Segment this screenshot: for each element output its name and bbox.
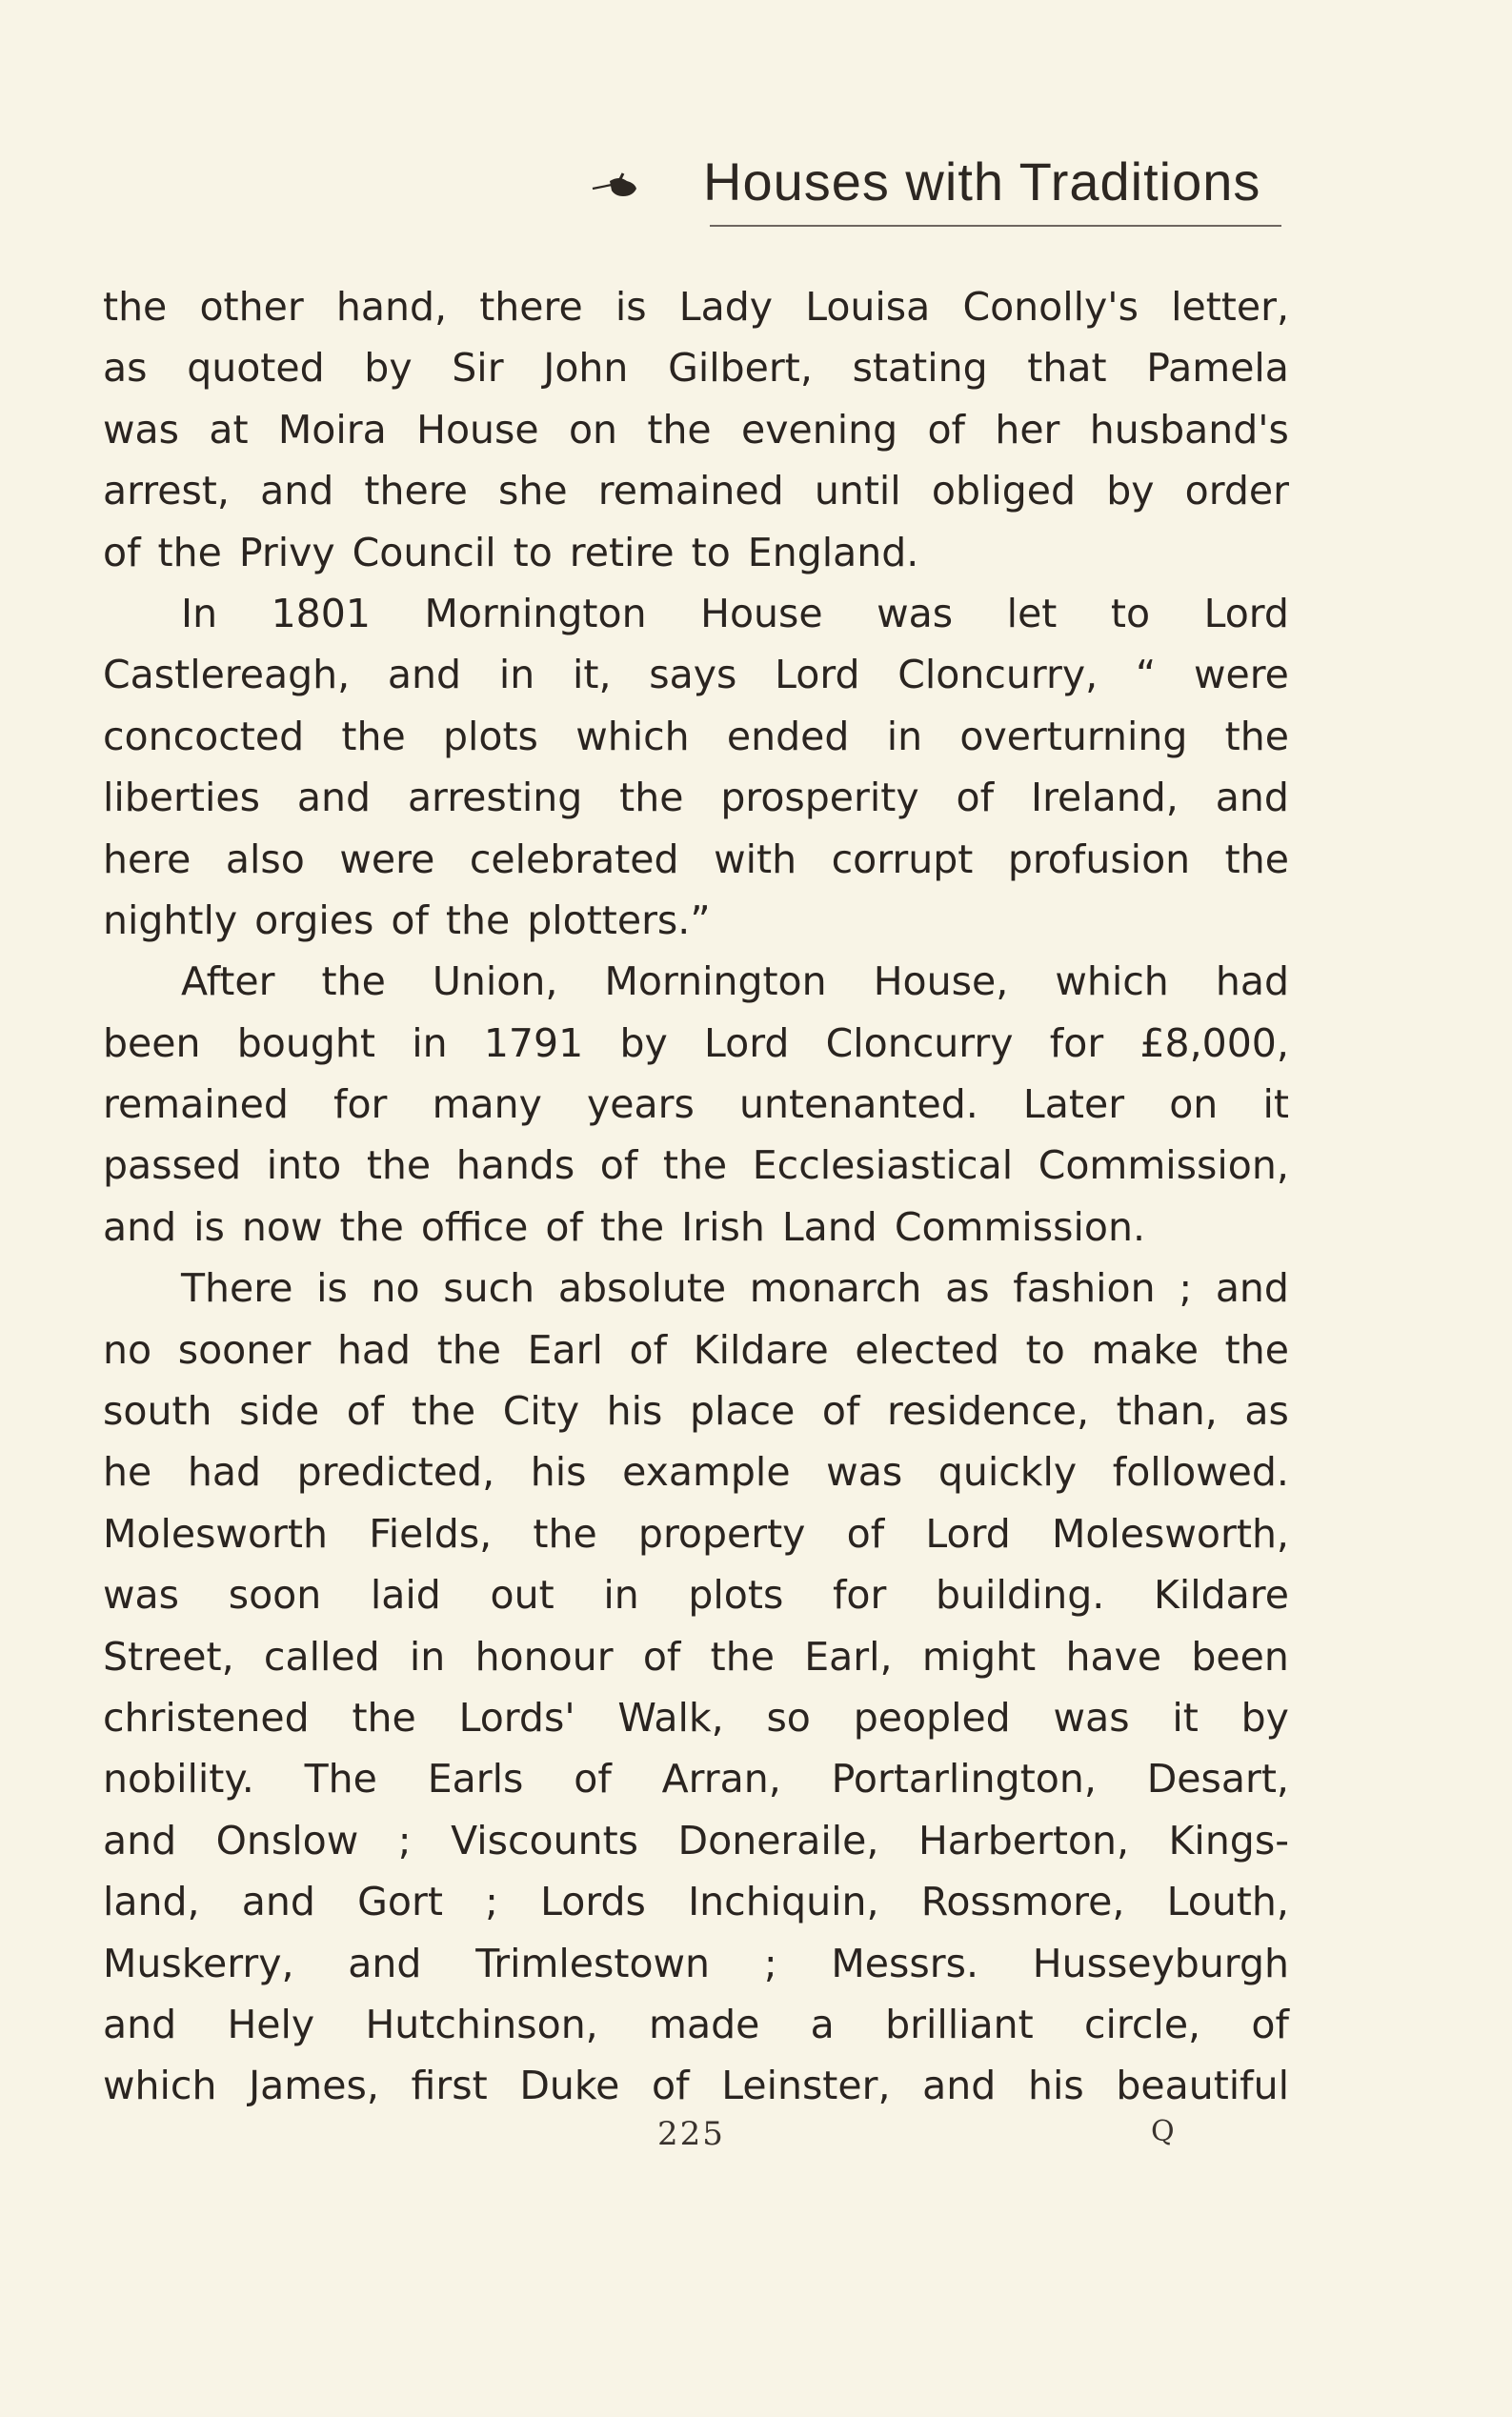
- word: Earls: [427, 1756, 524, 1803]
- word: predicted,: [296, 1449, 495, 1496]
- word: stating: [852, 345, 988, 392]
- word: the: [662, 1142, 728, 1189]
- word: Leinster,: [721, 2063, 891, 2109]
- word: Mornington: [424, 590, 647, 636]
- word: to: [1025, 1326, 1065, 1373]
- word: husband's: [1089, 406, 1289, 453]
- word: obliged: [931, 468, 1077, 514]
- word: hands: [455, 1142, 575, 1189]
- word: had: [336, 1326, 412, 1373]
- word: at: [209, 406, 249, 453]
- word: Desart,: [1146, 1756, 1289, 1803]
- word: of: [545, 1203, 583, 1250]
- word: he: [103, 1449, 152, 1496]
- word: and: [260, 468, 334, 514]
- word: ;: [397, 1817, 412, 1863]
- word: was: [877, 590, 954, 636]
- word: Arran,: [661, 1756, 781, 1803]
- word: for: [333, 1081, 388, 1128]
- word: In: [181, 590, 218, 636]
- word: elected: [855, 1326, 1000, 1373]
- word: first: [411, 2063, 488, 2109]
- word: orgies: [254, 896, 374, 943]
- word: let: [1006, 590, 1058, 636]
- text-line: [103, 1626, 1289, 1687]
- word: the: [157, 529, 222, 575]
- word: a: [810, 2001, 835, 2047]
- word: the: [445, 896, 511, 943]
- word: years: [587, 1081, 695, 1128]
- word: liberties: [103, 775, 260, 821]
- word: Union,: [432, 958, 558, 1005]
- text-line: [103, 1319, 1289, 1380]
- word: untenanted.: [739, 1081, 978, 1128]
- word: absolute: [557, 1265, 727, 1312]
- word: Lord: [704, 1019, 790, 1066]
- word: out: [490, 1572, 554, 1619]
- word: There: [181, 1265, 293, 1312]
- word: City: [502, 1388, 580, 1435]
- word: in: [498, 652, 535, 698]
- word: his: [530, 1449, 587, 1496]
- word: the: [103, 284, 168, 330]
- word: is: [615, 284, 647, 330]
- running-title: Houses with Traditions: [703, 151, 1261, 211]
- word: which: [575, 713, 690, 759]
- word: into: [266, 1142, 342, 1189]
- word: Kildare: [693, 1326, 829, 1373]
- word: of: [927, 406, 965, 453]
- word: of: [846, 1510, 885, 1557]
- word: there: [479, 284, 583, 330]
- word: laid: [370, 1572, 441, 1619]
- word: the: [366, 1142, 432, 1189]
- word: in: [412, 1019, 448, 1066]
- word: and: [103, 2001, 177, 2047]
- text-line: [103, 1748, 1289, 1809]
- word: example: [622, 1449, 791, 1496]
- word: of: [103, 529, 141, 575]
- word: the: [647, 406, 712, 453]
- word: Muskerry,: [103, 1940, 294, 1986]
- word: on: [1169, 1081, 1219, 1128]
- word: and: [1215, 1265, 1289, 1312]
- word: Doneraile,: [677, 1817, 879, 1863]
- word: until: [814, 468, 901, 514]
- word: property: [637, 1510, 806, 1557]
- word: Conolly's: [962, 284, 1139, 330]
- word: prosperity: [720, 775, 919, 821]
- text-line: [103, 1380, 1289, 1441]
- word: had: [1215, 958, 1289, 1005]
- running-head: [591, 143, 1291, 229]
- word: were: [339, 836, 435, 882]
- word: House: [416, 406, 539, 453]
- word: it: [1172, 1694, 1199, 1741]
- word: of: [346, 1388, 385, 1435]
- word: Onslow: [215, 1817, 359, 1863]
- word: Earl: [527, 1326, 603, 1373]
- word: his: [606, 1388, 663, 1435]
- word: Inchiquin,: [688, 1879, 879, 1925]
- word: Irish: [681, 1203, 765, 1250]
- word: John: [543, 345, 629, 392]
- word: corrupt: [831, 836, 974, 882]
- word: Kings-: [1168, 1817, 1289, 1863]
- word: plots: [688, 1572, 784, 1619]
- word: called: [263, 1633, 380, 1680]
- word: Lady: [678, 284, 774, 330]
- word: Hutchinson,: [365, 2001, 598, 2047]
- word: monarch: [749, 1265, 922, 1312]
- word: After: [181, 958, 275, 1005]
- word: Lords: [540, 1879, 646, 1925]
- word: ;: [485, 1879, 498, 1925]
- word: of: [652, 2063, 690, 2109]
- word: Louisa: [805, 284, 931, 330]
- word: soon: [228, 1572, 322, 1619]
- word: followed.: [1112, 1449, 1289, 1496]
- word: Walk,: [617, 1694, 724, 1741]
- word: no: [103, 1326, 152, 1373]
- word: Duke: [519, 2063, 620, 2109]
- word: office: [420, 1203, 529, 1250]
- word: the: [533, 1510, 597, 1557]
- word: Trimlestown: [475, 1940, 711, 1986]
- word: by: [619, 1019, 668, 1066]
- word: Gilbert,: [668, 345, 813, 392]
- word: Council: [352, 529, 496, 575]
- word: might: [921, 1633, 1037, 1680]
- word: Louth,: [1166, 1879, 1289, 1925]
- word: the: [599, 1203, 665, 1250]
- word: so: [766, 1694, 811, 1741]
- word: the: [436, 1326, 501, 1373]
- word: and: [1215, 775, 1289, 821]
- word: side: [239, 1388, 320, 1435]
- word: 1791: [483, 1019, 584, 1066]
- text-line: [103, 1074, 1289, 1135]
- word: there: [364, 468, 468, 514]
- word: that: [1027, 345, 1107, 392]
- word: 1801: [271, 590, 371, 636]
- text-line: [103, 1994, 1289, 2055]
- word: was: [826, 1449, 903, 1496]
- word: made: [649, 2001, 760, 2047]
- word: other: [199, 284, 304, 330]
- word: Commission,: [1038, 1142, 1289, 1189]
- word: of: [821, 1388, 860, 1435]
- word: had: [187, 1449, 261, 1496]
- word: Kildare: [1153, 1572, 1289, 1619]
- word: £8,000,: [1139, 1019, 1289, 1066]
- word: of: [391, 896, 429, 943]
- word: residence,: [887, 1388, 1090, 1435]
- word: Castlereagh,: [103, 652, 351, 698]
- word: Commission.: [894, 1203, 1146, 1250]
- word: “: [1135, 652, 1157, 698]
- word: Molesworth,: [1051, 1510, 1289, 1557]
- text-line: [103, 399, 1289, 460]
- text-line: [103, 951, 1289, 1012]
- word: Portarlington,: [831, 1756, 1097, 1803]
- text-line: [103, 276, 1289, 337]
- text-line: [103, 1441, 1289, 1502]
- word: Viscounts: [451, 1817, 639, 1863]
- word: Cloncurry: [825, 1019, 1014, 1066]
- word: Harberton,: [917, 1817, 1130, 1863]
- word: which: [103, 2063, 217, 2109]
- word: Moira: [277, 406, 387, 453]
- word: and: [103, 1817, 177, 1863]
- word: Mornington: [604, 958, 827, 1005]
- text-line: [103, 767, 1289, 828]
- text-line: [103, 1197, 1289, 1258]
- page-number: 225: [657, 2115, 725, 2153]
- word: of: [599, 1142, 638, 1189]
- word: and: [387, 652, 462, 698]
- text-line: [103, 706, 1289, 767]
- word: have: [1065, 1633, 1162, 1680]
- word: been: [1191, 1633, 1289, 1680]
- word: here: [103, 836, 192, 882]
- word: is: [316, 1265, 348, 1312]
- word: sooner: [177, 1326, 312, 1373]
- word: House: [700, 590, 823, 636]
- word: his: [1027, 2063, 1084, 2109]
- word: it,: [572, 652, 612, 698]
- word: to: [513, 529, 553, 575]
- word: Ireland,: [1031, 775, 1179, 821]
- word: quoted: [187, 345, 325, 392]
- word: remained: [103, 1081, 289, 1128]
- word: Ecclesiastical: [752, 1142, 1014, 1189]
- word: it: [1262, 1081, 1289, 1128]
- word: and: [348, 1940, 422, 1986]
- word: beautiful: [1116, 2063, 1289, 2109]
- word: and: [241, 1879, 315, 1925]
- text-line: [103, 890, 1289, 951]
- word: retire: [569, 529, 675, 575]
- word: Street,: [103, 1633, 234, 1680]
- word: nightly: [103, 896, 238, 943]
- word: Messrs.: [831, 1940, 978, 1986]
- word: the: [1224, 713, 1289, 759]
- word: Sir: [452, 345, 504, 392]
- word: fashion: [1013, 1265, 1156, 1312]
- word: building.: [936, 1572, 1105, 1619]
- word: Pamela: [1146, 345, 1289, 392]
- word: bought: [236, 1019, 375, 1066]
- word: by: [364, 345, 413, 392]
- word: letter,: [1171, 284, 1289, 330]
- word: was: [1053, 1694, 1130, 1741]
- text-line: [103, 1258, 1289, 1319]
- word: Lord: [1203, 590, 1289, 636]
- word: peopled: [853, 1694, 1011, 1741]
- word: many: [432, 1081, 542, 1128]
- word: also: [225, 836, 305, 882]
- word: nobility.: [103, 1756, 254, 1803]
- word: the: [341, 713, 406, 759]
- word: of: [1251, 2001, 1289, 2047]
- text-line: [103, 460, 1289, 521]
- word: is: [193, 1203, 225, 1250]
- word: Lord: [775, 652, 860, 698]
- word: Privy: [238, 529, 335, 575]
- word: concocted: [103, 713, 305, 759]
- word: order: [1184, 468, 1289, 514]
- word: the: [710, 1633, 775, 1680]
- word: of: [574, 1756, 612, 1803]
- word: as: [103, 345, 148, 392]
- word: the: [619, 775, 684, 821]
- word: which: [1055, 958, 1169, 1005]
- word: James,: [249, 2063, 379, 2109]
- word: as: [945, 1265, 990, 1312]
- word: brilliant: [885, 2001, 1034, 2047]
- word: by: [1240, 1694, 1289, 1741]
- word: ended: [726, 713, 850, 759]
- word: The: [304, 1756, 377, 1803]
- text-line: [103, 1933, 1289, 1994]
- word: to: [1110, 590, 1151, 636]
- word: Gort: [357, 1879, 443, 1925]
- word: in: [603, 1572, 639, 1619]
- word: christened: [103, 1694, 310, 1741]
- word: by: [1106, 468, 1155, 514]
- word: England.: [747, 529, 919, 575]
- text-line: [103, 1687, 1289, 1748]
- text-line: [103, 829, 1289, 890]
- text-line: [103, 337, 1289, 398]
- word: been: [103, 1019, 201, 1066]
- word: the: [339, 1203, 404, 1250]
- word: Earl,: [804, 1633, 893, 1680]
- text-line: [103, 1503, 1289, 1564]
- word: her: [995, 406, 1060, 453]
- word: Lords': [458, 1694, 575, 1741]
- word: overturning: [959, 713, 1188, 759]
- signature-mark: Q: [1151, 2115, 1175, 2148]
- body-text: [103, 276, 1289, 2117]
- word: such: [443, 1265, 535, 1312]
- text-line: [103, 1013, 1289, 1074]
- word: arrest,: [103, 468, 230, 514]
- word: the: [321, 958, 386, 1005]
- word: honour: [474, 1633, 614, 1680]
- word: were: [1193, 652, 1289, 698]
- word: Fields,: [369, 1510, 493, 1557]
- word: for: [1049, 1019, 1104, 1066]
- text-line: [103, 2055, 1289, 2116]
- word: south: [103, 1388, 212, 1435]
- text-line: [103, 644, 1289, 705]
- text-line: [103, 583, 1289, 644]
- word: the: [1224, 836, 1289, 882]
- pointing-hand-icon: [591, 171, 640, 200]
- word: she: [498, 468, 568, 514]
- word: Later: [1022, 1081, 1125, 1128]
- word: as: [1244, 1388, 1289, 1435]
- word: and: [296, 775, 372, 821]
- word: was: [103, 1572, 180, 1619]
- word: Cloncurry,: [897, 652, 1099, 698]
- word: evening: [741, 406, 898, 453]
- word: Lord: [925, 1510, 1011, 1557]
- word: House,: [873, 958, 1009, 1005]
- word: land,: [103, 1879, 200, 1925]
- word: the: [411, 1388, 476, 1435]
- word: now: [241, 1203, 323, 1250]
- word: Hely: [227, 2001, 315, 2047]
- word: remained: [597, 468, 784, 514]
- word: ;: [1179, 1265, 1193, 1312]
- word: celebrated: [469, 836, 679, 882]
- word: of: [629, 1326, 668, 1373]
- word: arresting: [407, 775, 583, 821]
- word: and: [922, 2063, 997, 2109]
- word: Land: [781, 1203, 877, 1250]
- word: make: [1091, 1326, 1200, 1373]
- word: place: [690, 1388, 796, 1435]
- word: for: [833, 1572, 887, 1619]
- word: the: [352, 1694, 416, 1741]
- word: ;: [763, 1940, 777, 1986]
- word: plots: [442, 713, 538, 759]
- word: the: [1224, 1326, 1289, 1373]
- text-line: [103, 1871, 1289, 1932]
- text-line: [103, 1564, 1289, 1625]
- word: of: [956, 775, 995, 821]
- word: and: [103, 1203, 177, 1250]
- text-line: [103, 522, 1289, 583]
- word: of: [642, 1633, 681, 1680]
- word: quickly: [937, 1449, 1078, 1496]
- word: hand,: [335, 284, 448, 330]
- word: in: [886, 713, 923, 759]
- page-footer: [0, 2115, 1512, 2172]
- word: passed: [103, 1142, 242, 1189]
- word: Husseyburgh: [1032, 1940, 1289, 1986]
- text-line: [103, 1135, 1289, 1196]
- text-line: [103, 1810, 1289, 1871]
- word: Molesworth: [103, 1510, 328, 1557]
- word: was: [103, 406, 180, 453]
- word: plotters.”: [527, 896, 711, 943]
- word: circle,: [1084, 2001, 1201, 2047]
- word: says: [649, 652, 737, 698]
- word: on: [568, 406, 618, 453]
- header-rule: [710, 225, 1281, 227]
- word: no: [371, 1265, 420, 1312]
- word: to: [691, 529, 731, 575]
- word: Rossmore,: [920, 1879, 1125, 1925]
- word: with: [714, 836, 797, 882]
- word: than,: [1116, 1388, 1218, 1435]
- word: profusion: [1007, 836, 1191, 882]
- word: in: [409, 1633, 446, 1680]
